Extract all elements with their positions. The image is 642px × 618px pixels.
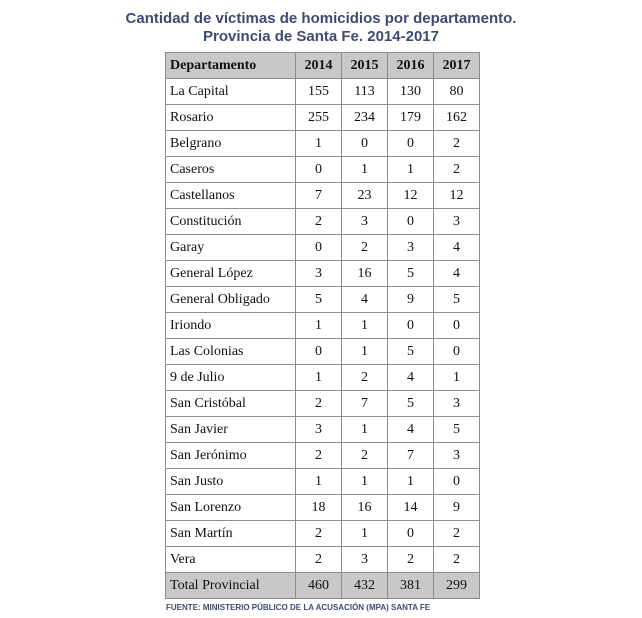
value-cell: 14 — [388, 495, 434, 521]
table-row — [166, 157, 480, 183]
value-cell: 0 — [434, 339, 480, 365]
department-cell: General Obligado — [166, 287, 296, 313]
department-cell: 9 de Julio — [166, 365, 296, 391]
department-cell: Castellanos — [166, 183, 296, 209]
value-cell: 9 — [434, 495, 480, 521]
department-cell: San Jerónimo — [166, 443, 296, 469]
value-cell: 1 — [342, 313, 388, 339]
table-row — [166, 443, 480, 469]
table-row — [166, 547, 480, 573]
value-cell: 12 — [388, 183, 434, 209]
value-cell: 7 — [342, 391, 388, 417]
table-row — [166, 521, 480, 547]
value-cell: 0 — [388, 131, 434, 157]
value-cell: 1 — [342, 339, 388, 365]
department-cell: Total Provincial — [166, 573, 296, 599]
title-line-2: Provincia de Santa Fe. 2014-2017 — [203, 28, 439, 45]
value-cell: 5 — [388, 391, 434, 417]
value-cell: 5 — [296, 287, 342, 313]
value-cell: 299 — [434, 573, 480, 599]
value-cell: 4 — [342, 287, 388, 313]
value-cell: 4 — [434, 261, 480, 287]
value-cell: 162 — [434, 105, 480, 131]
table-row — [166, 313, 480, 339]
value-cell: 1 — [296, 313, 342, 339]
department-cell: San Lorenzo — [166, 495, 296, 521]
value-cell: 2 — [296, 443, 342, 469]
value-cell: 2 — [342, 235, 388, 261]
value-cell: 2 — [434, 547, 480, 573]
table-row — [166, 391, 480, 417]
value-cell: 255 — [296, 105, 342, 131]
table-row — [166, 261, 480, 287]
value-cell: 130 — [388, 79, 434, 105]
value-cell: 5 — [388, 339, 434, 365]
value-cell: 2 — [434, 157, 480, 183]
value-cell: 3 — [296, 261, 342, 287]
value-cell: 0 — [342, 131, 388, 157]
value-cell: 2 — [296, 391, 342, 417]
table-row — [166, 417, 480, 443]
value-cell: 4 — [388, 365, 434, 391]
department-cell: Constitución — [166, 209, 296, 235]
value-cell: 7 — [296, 183, 342, 209]
value-cell: 2 — [434, 131, 480, 157]
value-cell: 381 — [388, 573, 434, 599]
value-cell: 12 — [434, 183, 480, 209]
value-cell: 2 — [342, 365, 388, 391]
value-cell: 3 — [434, 391, 480, 417]
homicides-table — [165, 52, 480, 599]
department-cell: San Javier — [166, 417, 296, 443]
value-cell: 3 — [342, 547, 388, 573]
value-cell: 1 — [434, 365, 480, 391]
value-cell: 80 — [434, 79, 480, 105]
table-row — [166, 339, 480, 365]
value-cell: 1 — [296, 365, 342, 391]
value-cell: 460 — [296, 573, 342, 599]
value-cell: 234 — [342, 105, 388, 131]
value-cell: 1 — [296, 469, 342, 495]
department-cell: Rosario — [166, 105, 296, 131]
value-cell: 3 — [388, 235, 434, 261]
column-header: 2015 — [342, 53, 388, 79]
value-cell: 3 — [342, 209, 388, 235]
value-cell: 0 — [296, 235, 342, 261]
table-row — [166, 183, 480, 209]
value-cell: 1 — [342, 469, 388, 495]
value-cell: 1 — [296, 131, 342, 157]
value-cell: 16 — [342, 261, 388, 287]
value-cell: 0 — [296, 157, 342, 183]
value-cell: 9 — [388, 287, 434, 313]
value-cell: 3 — [296, 417, 342, 443]
value-cell: 2 — [296, 547, 342, 573]
value-cell: 23 — [342, 183, 388, 209]
department-cell: Las Colonias — [166, 339, 296, 365]
department-cell: Vera — [166, 547, 296, 573]
column-header: 2014 — [296, 53, 342, 79]
value-cell: 432 — [342, 573, 388, 599]
value-cell: 155 — [296, 79, 342, 105]
value-cell: 2 — [296, 209, 342, 235]
value-cell: 1 — [342, 417, 388, 443]
table-row — [166, 235, 480, 261]
total-row — [166, 573, 480, 599]
value-cell: 3 — [434, 443, 480, 469]
department-cell: Caseros — [166, 157, 296, 183]
table-row — [166, 131, 480, 157]
table-row — [166, 495, 480, 521]
value-cell: 3 — [434, 209, 480, 235]
title-line-1: Cantidad de víctimas de homicidios por departamento. — [125, 10, 517, 27]
value-cell: 2 — [388, 547, 434, 573]
value-cell: 113 — [342, 79, 388, 105]
table-row — [166, 469, 480, 495]
department-cell: Iriondo — [166, 313, 296, 339]
value-cell: 179 — [388, 105, 434, 131]
value-cell: 1 — [342, 157, 388, 183]
value-cell: 5 — [388, 261, 434, 287]
table-row — [166, 105, 480, 131]
value-cell: 5 — [434, 417, 480, 443]
value-cell: 2 — [296, 521, 342, 547]
department-cell: Garay — [166, 235, 296, 261]
value-cell: 1 — [388, 157, 434, 183]
department-cell: La Capital — [166, 79, 296, 105]
value-cell: 16 — [342, 495, 388, 521]
header-row — [166, 53, 480, 79]
column-header: Departamento — [166, 53, 296, 79]
value-cell: 7 — [388, 443, 434, 469]
table-body — [166, 79, 480, 599]
value-cell: 0 — [296, 339, 342, 365]
value-cell: 0 — [388, 521, 434, 547]
column-header: 2016 — [388, 53, 434, 79]
value-cell: 1 — [388, 469, 434, 495]
value-cell: 2 — [342, 443, 388, 469]
value-cell: 0 — [388, 209, 434, 235]
chart-title — [0, 10, 642, 46]
value-cell: 1 — [342, 521, 388, 547]
department-cell: General López — [166, 261, 296, 287]
department-cell: San Martín — [166, 521, 296, 547]
value-cell: 0 — [434, 313, 480, 339]
table-row — [166, 79, 480, 105]
column-header: 2017 — [434, 53, 480, 79]
value-cell: 0 — [388, 313, 434, 339]
department-cell: San Cristóbal — [166, 391, 296, 417]
value-cell: 5 — [434, 287, 480, 313]
value-cell: 0 — [434, 469, 480, 495]
department-cell: Belgrano — [166, 131, 296, 157]
department-cell: San Justo — [166, 469, 296, 495]
value-cell: 2 — [434, 521, 480, 547]
table-row — [166, 209, 480, 235]
value-cell: 4 — [388, 417, 434, 443]
table-row — [166, 287, 480, 313]
table-row — [166, 365, 480, 391]
value-cell: 4 — [434, 235, 480, 261]
value-cell: 18 — [296, 495, 342, 521]
source-note: FUENTE: MINISTERIO PÚBLICO DE LA ACUSACIÓN (MPA) SANTA FE — [166, 603, 431, 612]
